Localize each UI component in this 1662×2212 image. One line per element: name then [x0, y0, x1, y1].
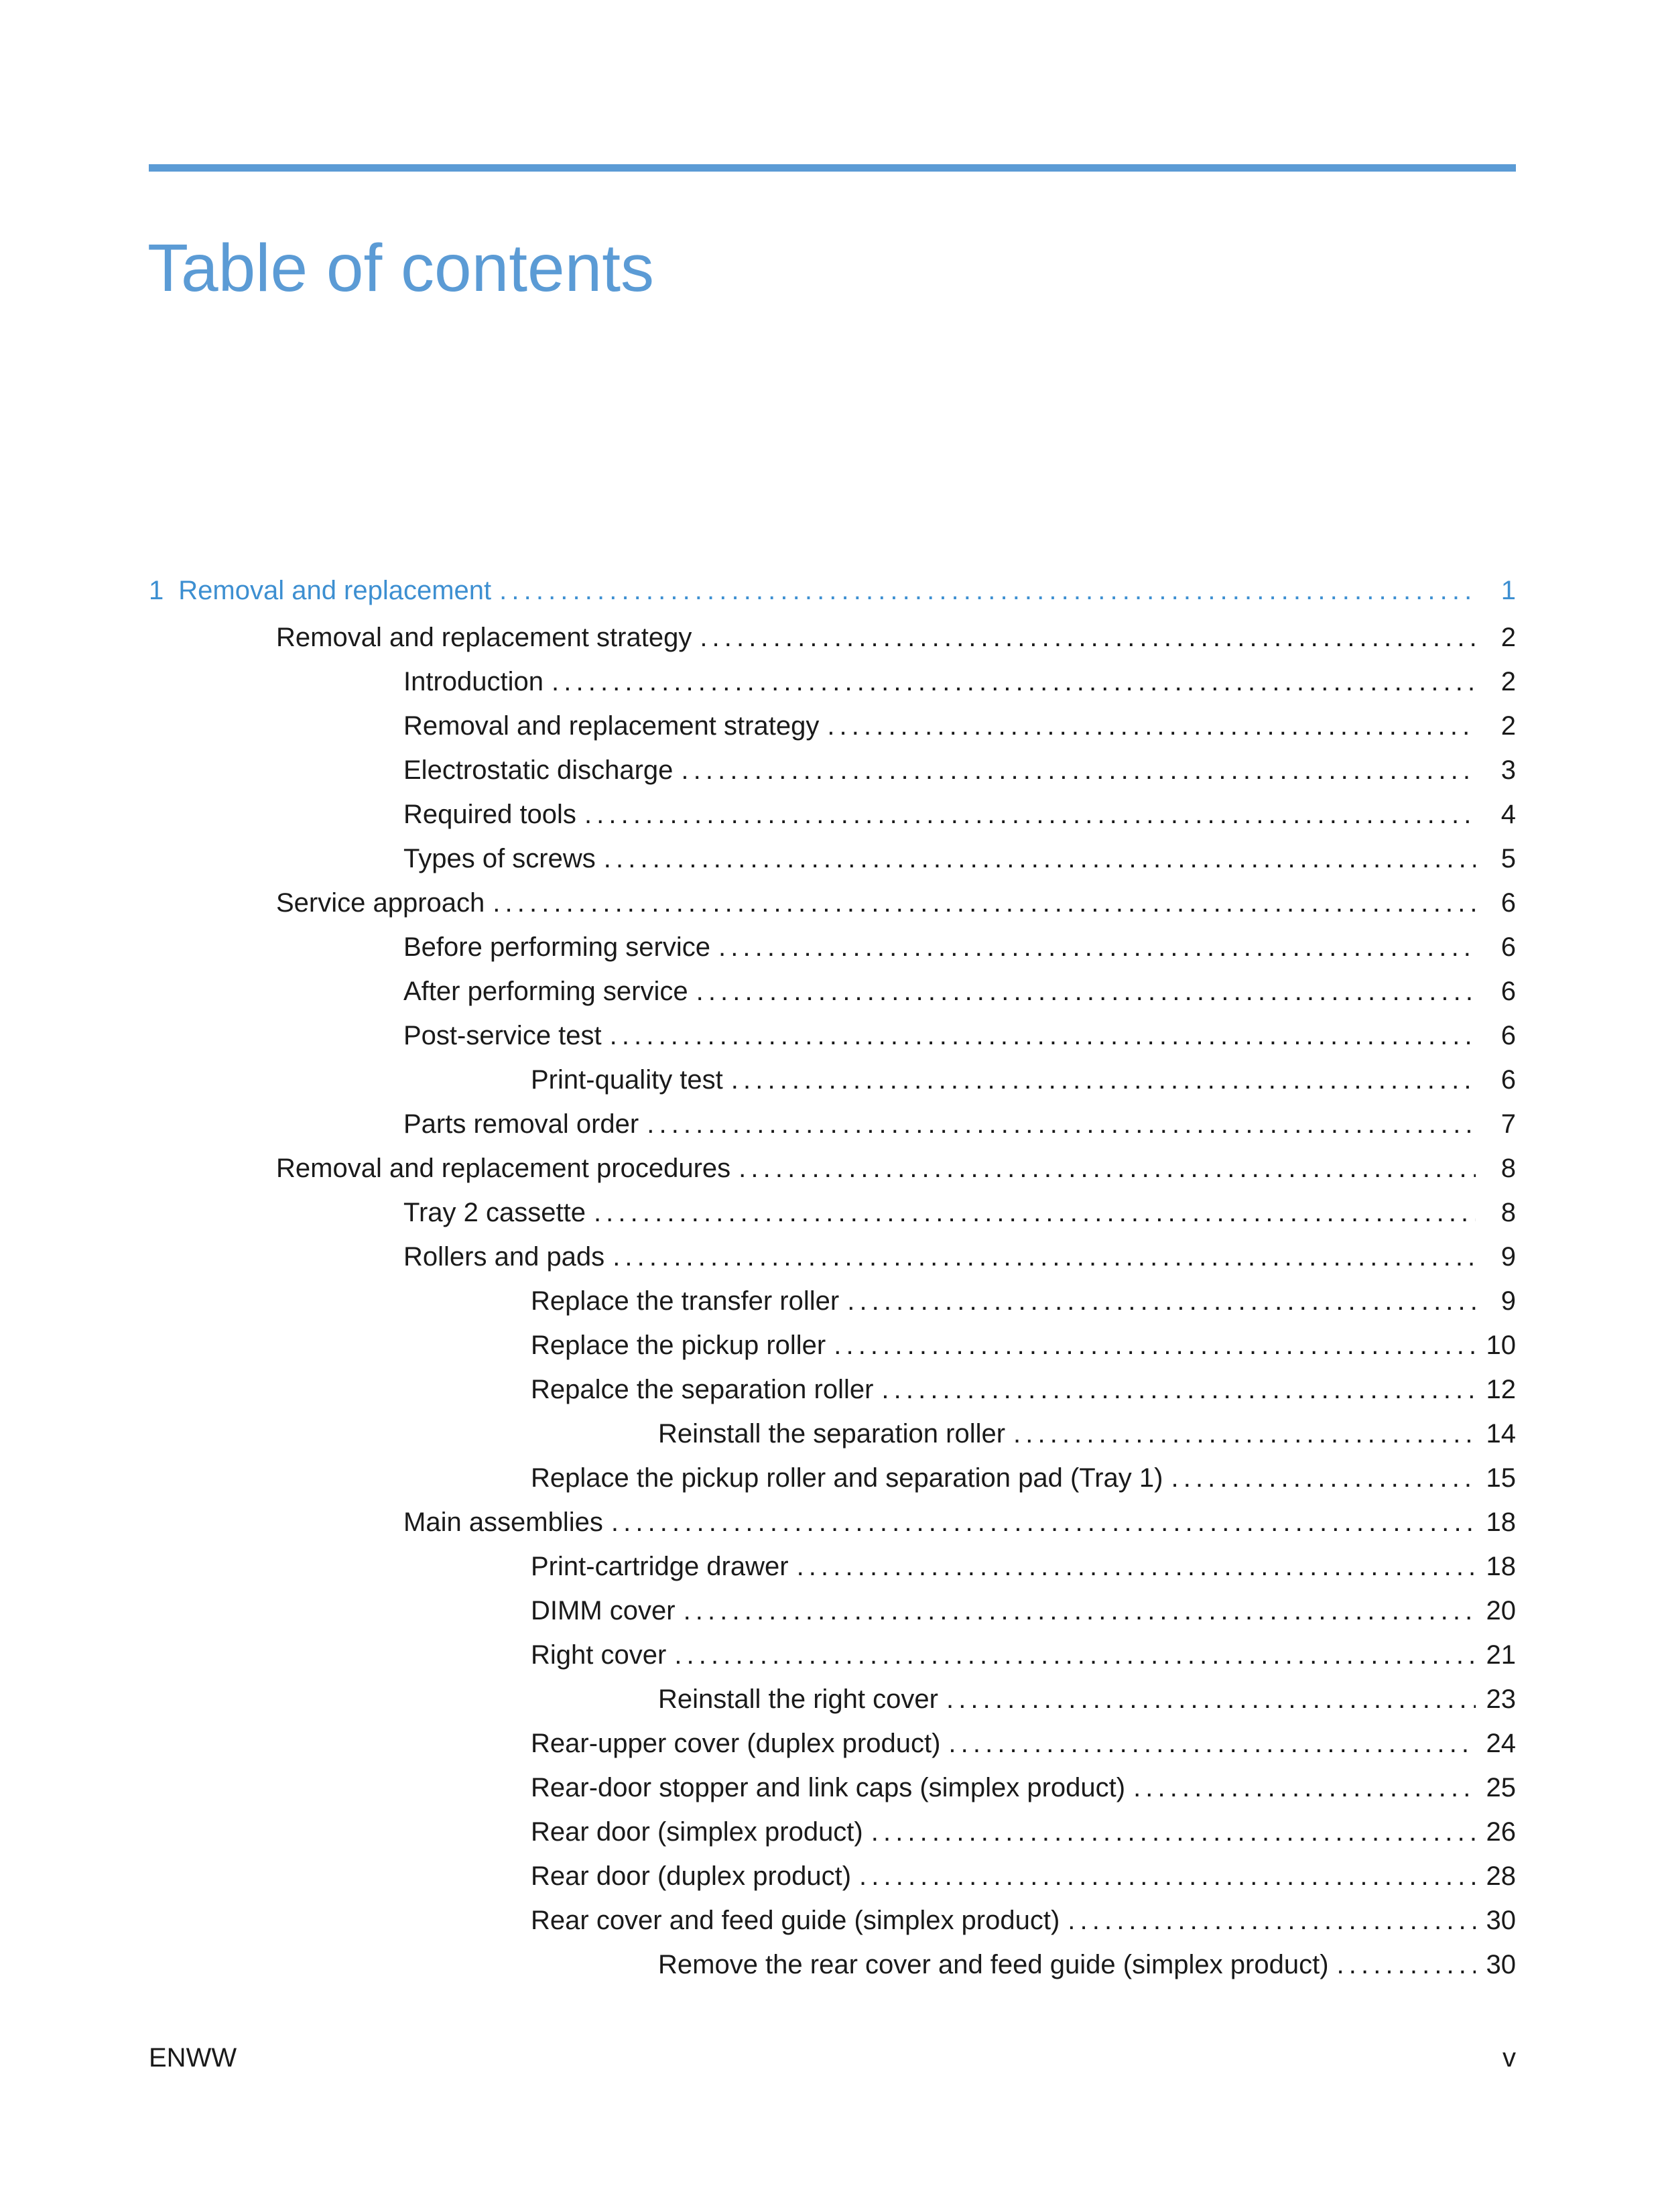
- toc-entry[interactable]: [149, 969, 1516, 1013]
- toc-entry-label: Tray 2 cassette: [403, 1198, 586, 1227]
- toc-entry[interactable]: [149, 1677, 1516, 1721]
- toc-entry-label: Rear door (duplex product): [531, 1861, 852, 1891]
- toc-entry-label: Reinstall the separation roller: [658, 1419, 1006, 1449]
- toc-entry[interactable]: [149, 1721, 1516, 1766]
- toc-dot-leader: [674, 1633, 1476, 1677]
- toc-entry-page: 2: [1500, 711, 1516, 741]
- toc-entry[interactable]: [149, 1854, 1516, 1898]
- toc-dot-leader: [1337, 1943, 1476, 1987]
- toc-entry-page: 24: [1486, 1729, 1516, 1758]
- toc-entry-label: Service approach: [276, 888, 485, 918]
- toc-dot-leader: [499, 568, 1476, 613]
- toc-entry-page: 6: [1500, 1065, 1516, 1095]
- toc-entry[interactable]: [149, 925, 1516, 969]
- toc-entry[interactable]: [149, 837, 1516, 881]
- toc-entry-label: Repalce the separation roller: [531, 1375, 874, 1404]
- toc-dot-leader: [797, 1544, 1476, 1589]
- toc-entry-page: 23: [1486, 1684, 1516, 1714]
- toc-entry-page: 18: [1486, 1552, 1516, 1581]
- toc-entry-label: Removal and replacement: [178, 576, 492, 605]
- toc-dot-leader: [871, 1810, 1476, 1854]
- toc-dot-leader: [700, 615, 1476, 660]
- toc-entry-label: Parts removal order: [403, 1109, 639, 1139]
- toc-entry-page: 8: [1500, 1198, 1516, 1227]
- toc-entry[interactable]: [149, 1235, 1516, 1279]
- toc-entry-label: Rollers and pads: [403, 1242, 605, 1272]
- toc-entry-label: Removal and replacement strategy: [403, 711, 820, 741]
- toc-dot-leader: [681, 748, 1476, 792]
- toc-entry[interactable]: [149, 1323, 1516, 1367]
- title-rule: [149, 164, 1516, 172]
- toc-entry-label: Print-cartridge drawer: [531, 1552, 789, 1581]
- toc-dot-leader: [739, 1146, 1476, 1190]
- toc-entry-page: 9: [1500, 1242, 1516, 1272]
- toc-dot-leader: [859, 1854, 1476, 1898]
- toc-entry[interactable]: [149, 1544, 1516, 1589]
- toc-entry[interactable]: [149, 1146, 1516, 1190]
- toc-entry[interactable]: [149, 1367, 1516, 1412]
- toc-entry-label: Reinstall the right cover: [658, 1684, 938, 1714]
- toc-dot-leader: [684, 1589, 1476, 1633]
- toc-entry-label: Print-quality test: [531, 1065, 723, 1095]
- toc-dot-leader: [647, 1102, 1476, 1146]
- toc-dot-leader: [948, 1721, 1476, 1766]
- toc-dot-leader: [1171, 1456, 1476, 1500]
- toc-dot-leader: [827, 704, 1476, 748]
- toc-entry[interactable]: [149, 1190, 1516, 1235]
- toc-entry-page: 2: [1500, 623, 1516, 652]
- toc-dot-leader: [613, 1235, 1476, 1279]
- toc-entry-page: 20: [1486, 1596, 1516, 1625]
- toc-entry-page: 21: [1486, 1640, 1516, 1670]
- toc-entry-label: Replace the transfer roller: [531, 1286, 840, 1316]
- toc-entry-label: Rear-upper cover (duplex product): [531, 1729, 941, 1758]
- toc-dot-leader: [834, 1323, 1476, 1367]
- toc-entry[interactable]: [149, 704, 1516, 748]
- toc-entry-page: 8: [1500, 1154, 1516, 1183]
- toc-entry[interactable]: [149, 1500, 1516, 1544]
- page-title: Table of contents: [147, 231, 655, 306]
- toc-entry[interactable]: [149, 1589, 1516, 1633]
- toc-entry[interactable]: [149, 1279, 1516, 1323]
- toc-entry-page: 10: [1486, 1331, 1516, 1360]
- toc-entry-label: Rear-door stopper and link caps (simplex product): [531, 1773, 1126, 1802]
- toc-dot-leader: [1013, 1412, 1476, 1456]
- toc-entry-page: 5: [1500, 844, 1516, 873]
- toc-entry-page: 3: [1500, 755, 1516, 785]
- toc-entry-label: Main assemblies: [403, 1508, 603, 1537]
- toc-entry-label: Introduction: [403, 667, 544, 696]
- toc-entry-page: 30: [1486, 1906, 1516, 1935]
- toc-entry-label: Right cover: [531, 1640, 667, 1670]
- toc-entry-page: 14: [1486, 1419, 1516, 1449]
- toc-dot-leader: [946, 1677, 1476, 1721]
- toc-entry-label: Electrostatic discharge: [403, 755, 674, 785]
- toc-chapter-entry[interactable]: [149, 568, 1516, 615]
- toc-entry-label: Removal and replacement strategy: [276, 623, 692, 652]
- toc-dot-leader: [1068, 1898, 1476, 1943]
- toc-entry-label: DIMM cover: [531, 1596, 676, 1625]
- toc-entry-label: Types of screws: [403, 844, 596, 873]
- toc-dot-leader: [696, 969, 1476, 1013]
- toc-entry[interactable]: [149, 615, 1516, 660]
- toc-entry-page: 15: [1486, 1463, 1516, 1493]
- toc-entry[interactable]: [149, 1766, 1516, 1810]
- toc-dot-leader: [881, 1367, 1476, 1412]
- toc-dot-leader: [604, 837, 1476, 881]
- toc-dot-leader: [493, 881, 1476, 925]
- toc-entry[interactable]: [149, 660, 1516, 704]
- toc-entry-page: 18: [1486, 1508, 1516, 1537]
- toc-entry-page: 1: [1500, 576, 1516, 605]
- toc-entry-page: 12: [1486, 1375, 1516, 1404]
- toc-entry-page: 26: [1486, 1817, 1516, 1847]
- table-of-contents: [149, 568, 1516, 1987]
- toc-dot-leader: [552, 660, 1476, 704]
- toc-entry[interactable]: [149, 1633, 1516, 1677]
- toc-entry[interactable]: [149, 792, 1516, 837]
- toc-entry-label: Rear door (simplex product): [531, 1817, 863, 1847]
- toc-dot-leader: [584, 792, 1476, 837]
- toc-dot-leader: [1133, 1766, 1476, 1810]
- toc-entry-label: Before performing service: [403, 932, 710, 962]
- toc-entry-label: Removal and replacement procedures: [276, 1154, 731, 1183]
- toc-entry[interactable]: [149, 1943, 1516, 1987]
- toc-entry-page: 6: [1500, 1021, 1516, 1050]
- toc-entry[interactable]: [149, 881, 1516, 925]
- toc-dot-leader: [611, 1500, 1476, 1544]
- toc-entry[interactable]: [149, 1013, 1516, 1058]
- toc-entry-page: 6: [1500, 977, 1516, 1006]
- toc-entry-label: Replace the pickup roller: [531, 1331, 826, 1360]
- toc-dot-leader: [610, 1013, 1476, 1058]
- toc-entry-page: 28: [1486, 1861, 1516, 1891]
- toc-entry-page: 9: [1500, 1286, 1516, 1316]
- toc-dot-leader: [847, 1279, 1476, 1323]
- toc-entry-page: 7: [1500, 1109, 1516, 1139]
- toc-entry[interactable]: [149, 748, 1516, 792]
- toc-dot-leader: [594, 1190, 1476, 1235]
- footer-page-number: v: [1503, 2043, 1516, 2073]
- toc-entry[interactable]: [149, 1102, 1516, 1146]
- toc-entry[interactable]: [149, 1898, 1516, 1943]
- toc-entry-page: 6: [1500, 888, 1516, 918]
- toc-entry-label: Replace the pickup roller and separation pad (Tray 1): [531, 1463, 1163, 1493]
- toc-entry-page: 30: [1486, 1950, 1516, 1979]
- toc-entry-label: Rear cover and feed guide (simplex product): [531, 1906, 1060, 1935]
- toc-entry-page: 2: [1500, 667, 1516, 696]
- toc-dot-leader: [731, 1058, 1476, 1102]
- toc-entry-page: 6: [1500, 932, 1516, 962]
- toc-entry-label: Remove the rear cover and feed guide (simplex product): [658, 1950, 1329, 1979]
- toc-entry-label: Post-service test: [403, 1021, 602, 1050]
- toc-entry-label: Required tools: [403, 800, 576, 829]
- toc-entry[interactable]: [149, 1810, 1516, 1854]
- toc-entry-number: 1: [149, 576, 164, 605]
- toc-dot-leader: [718, 925, 1476, 969]
- toc-entry[interactable]: [149, 1058, 1516, 1102]
- toc-entry-label: After performing service: [403, 977, 688, 1006]
- toc-entry[interactable]: [149, 1456, 1516, 1500]
- toc-entry-page: 4: [1500, 800, 1516, 829]
- toc-entry-page: 25: [1486, 1773, 1516, 1802]
- footer-left-label: ENWW: [149, 2043, 237, 2073]
- toc-entry[interactable]: [149, 1412, 1516, 1456]
